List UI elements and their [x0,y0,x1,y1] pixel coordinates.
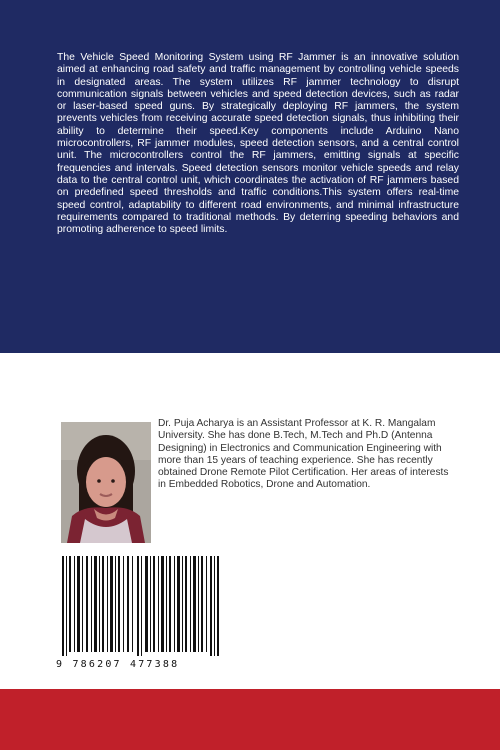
bottom-band [0,689,500,750]
barcode [56,556,226,674]
author-photo [61,422,151,543]
barcode-bars [56,556,226,658]
author-bio: Dr. Puja Acharya is an Assistant Professor at K. R. Mangalam University. She has done B.Tech, M.Tech and Ph.D (Antenna Designing) in Electronics and Communication Engineering with more than 15 years of teaching experience. She has recently obtained Drone Remote Pilot Certification. Her areas of interests in Embedded Robotics, Drone and Automation. [158,418,449,491]
barcode-number: 9 786207 477388 [56,659,180,670]
top-panel [0,0,500,353]
abstract-text: The Vehicle Speed Monitoring System using RF Jammer is an innovative solution aimed at enhancing road safety and traffic management by controlling vehicle speeds in designated areas. The system utilizes RF jammer technology to disrupt communication signals between vehicles and speed detection devices, such as radar or laser-based speed guns. By strategically deploying RF jammers, the system prevents vehicles from receiving accurate speed detection signals, thus inhibiting their ability to determine their speed.Key components include Arduino Nano microcontrollers, RF jammer modules, speed detection sensors, and a central control unit. The microcontrollers control the RF jammers, emitting signals at specific frequencies and intervals. Speed detection sensors monitor vehicle speeds and relay data to the central control unit, which coordinates the activation of RF jammers based on predefined speed thresholds and traffic conditions.This system offers real-time speed control, adaptability to different road environments, and minimal infrastructure requirements compared to traditional methods. By deterring speeding behaviors and promoting adherence to speed limits. [57,52,459,236]
author-portrait-illustration [61,422,151,543]
